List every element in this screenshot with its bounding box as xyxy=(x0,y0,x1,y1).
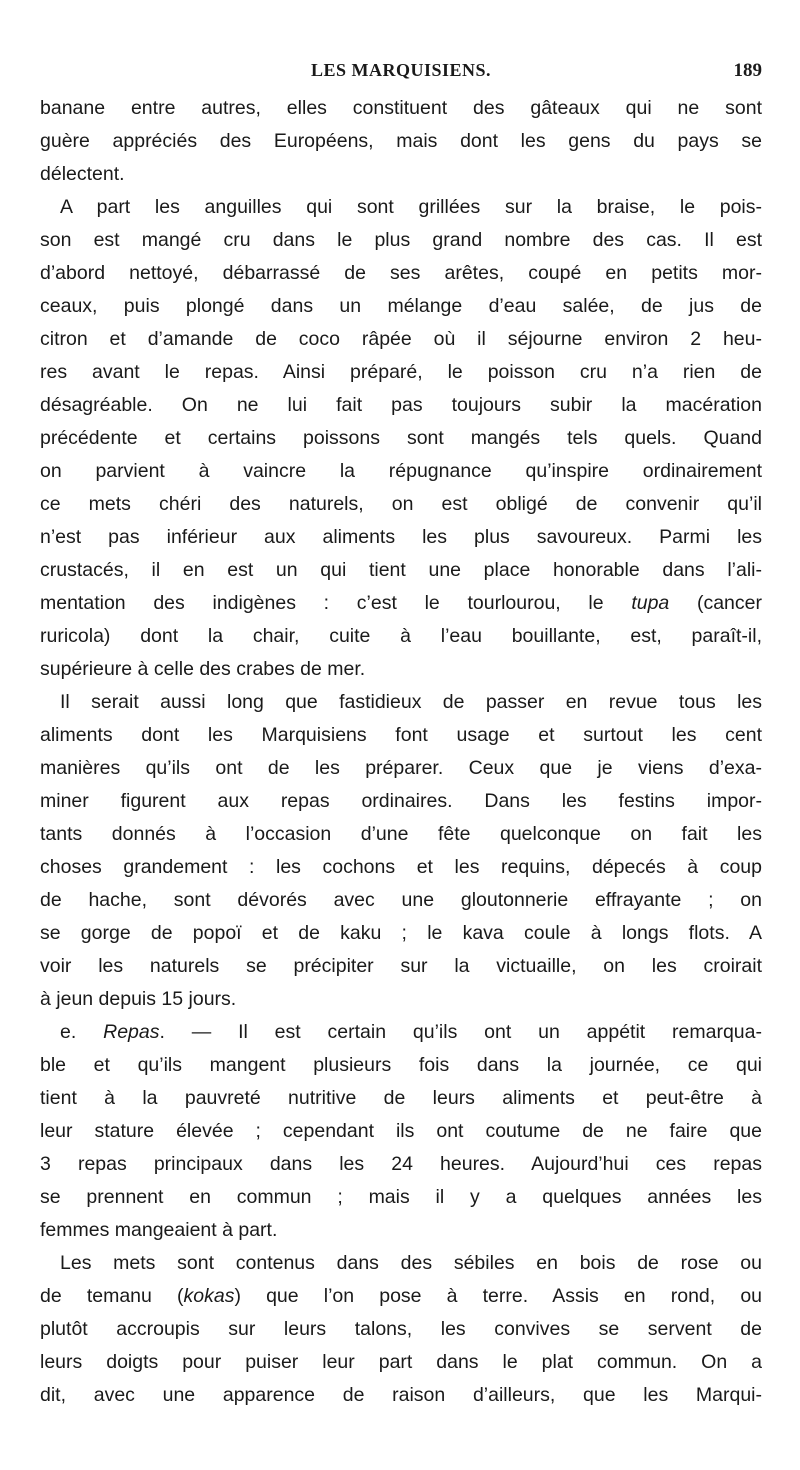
text-line: délectent. xyxy=(40,163,125,185)
text-line: d’abord nettoyé, débarrassé de ses arêtes, coupé en petits mor- xyxy=(40,262,762,284)
text-line: choses grandement : les cochons et les requins, dépecés à coup xyxy=(40,856,762,878)
text-line: se gorge de popoï et de kaku ; le kava coule à longs flots. A xyxy=(40,922,762,944)
text-line: tants donnés à l’occasion d’une fête quelconque on fait les xyxy=(40,823,762,845)
text-line: leur stature élevée ; cependant ils ont coutume de ne faire que xyxy=(40,1120,762,1142)
text-line: désagréable. On ne lui fait pas toujours subir la macération xyxy=(40,394,762,416)
italic-term: Repas xyxy=(103,1021,160,1043)
text-line: se prennent en commun ; mais il y a quelques années les xyxy=(40,1186,762,1208)
text-line: citron et d’amande de coco râpée où il séjourne environ 2 heu- xyxy=(40,328,762,350)
text-line: dit, avec une apparence de raison d’ailleurs, que les Marqui- xyxy=(40,1384,762,1406)
italic-term: tupa xyxy=(631,592,670,614)
text-line: de temanu (kokas) que l’on pose à terre. Assis en rond, ou xyxy=(40,1285,762,1307)
page-number: 189 xyxy=(733,60,762,81)
text-line: e. Repas. — Il est certain qu’ils ont un appétit remarqua- xyxy=(60,1021,762,1043)
text-line: crustacés, il en est un qui tient une place honorable dans l’ali- xyxy=(40,559,762,581)
text-line: son est mangé cru dans le plus grand nombre des cas. Il est xyxy=(40,229,762,251)
text-line: on parvient à vaincre la répugnance qu’inspire ordinairement xyxy=(40,460,762,482)
text-line: Il serait aussi long que fastidieux de passer en revue tous les xyxy=(60,691,762,713)
text-line: mentation des indigènes : c’est le tourlourou, le tupa (cancer xyxy=(40,592,762,614)
text-line: tient à la pauvreté nutritive de leurs aliments et peut-être à xyxy=(40,1087,762,1109)
text-line: de hache, sont dévorés avec une gloutonnerie effrayante ; on xyxy=(40,889,762,911)
text-line: manières qu’ils ont de les préparer. Ceux que je viens d’exa- xyxy=(40,757,762,779)
text-line: ceaux, puis plongé dans un mélange d’eau salée, de jus de xyxy=(40,295,762,317)
text-line: supérieure à celle des crabes de mer. xyxy=(40,658,366,680)
text-line: ce mets chéri des naturels, on est obligé de convenir qu’il xyxy=(40,493,762,515)
running-title: LES MARQUISIENS. xyxy=(310,60,492,80)
text-line: femmes mangeaient à part. xyxy=(40,1219,278,1241)
text-line: aliments dont les Marquisiens font usage et surtout les cent xyxy=(40,724,762,746)
body-text xyxy=(40,92,762,1412)
text-line: res avant le repas. Ainsi préparé, le poisson cru n’a rien de xyxy=(40,361,762,383)
text-line: ruricola) dont la chair, cuite à l’eau bouillante, est, paraît-il, xyxy=(40,625,762,647)
text-line: banane entre autres, elles constituent des gâteaux qui ne sont xyxy=(40,97,762,119)
text-line: n’est pas inférieur aux aliments les plus savoureux. Parmi les xyxy=(40,526,762,548)
text-line: leurs doigts pour puiser leur part dans le plat commun. On a xyxy=(40,1351,762,1373)
text-line: précédente et certains poissons sont mangés tels quels. Quand xyxy=(40,427,762,449)
italic-term: kokas xyxy=(183,1285,235,1307)
text-line: 3 repas principaux dans les 24 heures. Aujourd’hui ces repas xyxy=(40,1153,762,1175)
text-line: plutôt accroupis sur leurs talons, les convives se servent de xyxy=(40,1318,762,1340)
text-line: ble et qu’ils mangent plusieurs fois dans la journée, ce qui xyxy=(40,1054,762,1076)
text-line: A part les anguilles qui sont grillées sur la braise, le pois- xyxy=(60,196,762,218)
text-line: guère appréciés des Européens, mais dont les gens du pays se xyxy=(40,130,762,152)
running-head xyxy=(40,58,762,84)
text-line: miner figurent aux repas ordinaires. Dans les festins impor- xyxy=(40,790,762,812)
text-line: à jeun depuis 15 jours. xyxy=(40,988,237,1010)
text-line: voir les naturels se précipiter sur la victuaille, on les croirait xyxy=(40,955,762,977)
text-line: Les mets sont contenus dans des sébiles en bois de rose ou xyxy=(60,1252,762,1274)
